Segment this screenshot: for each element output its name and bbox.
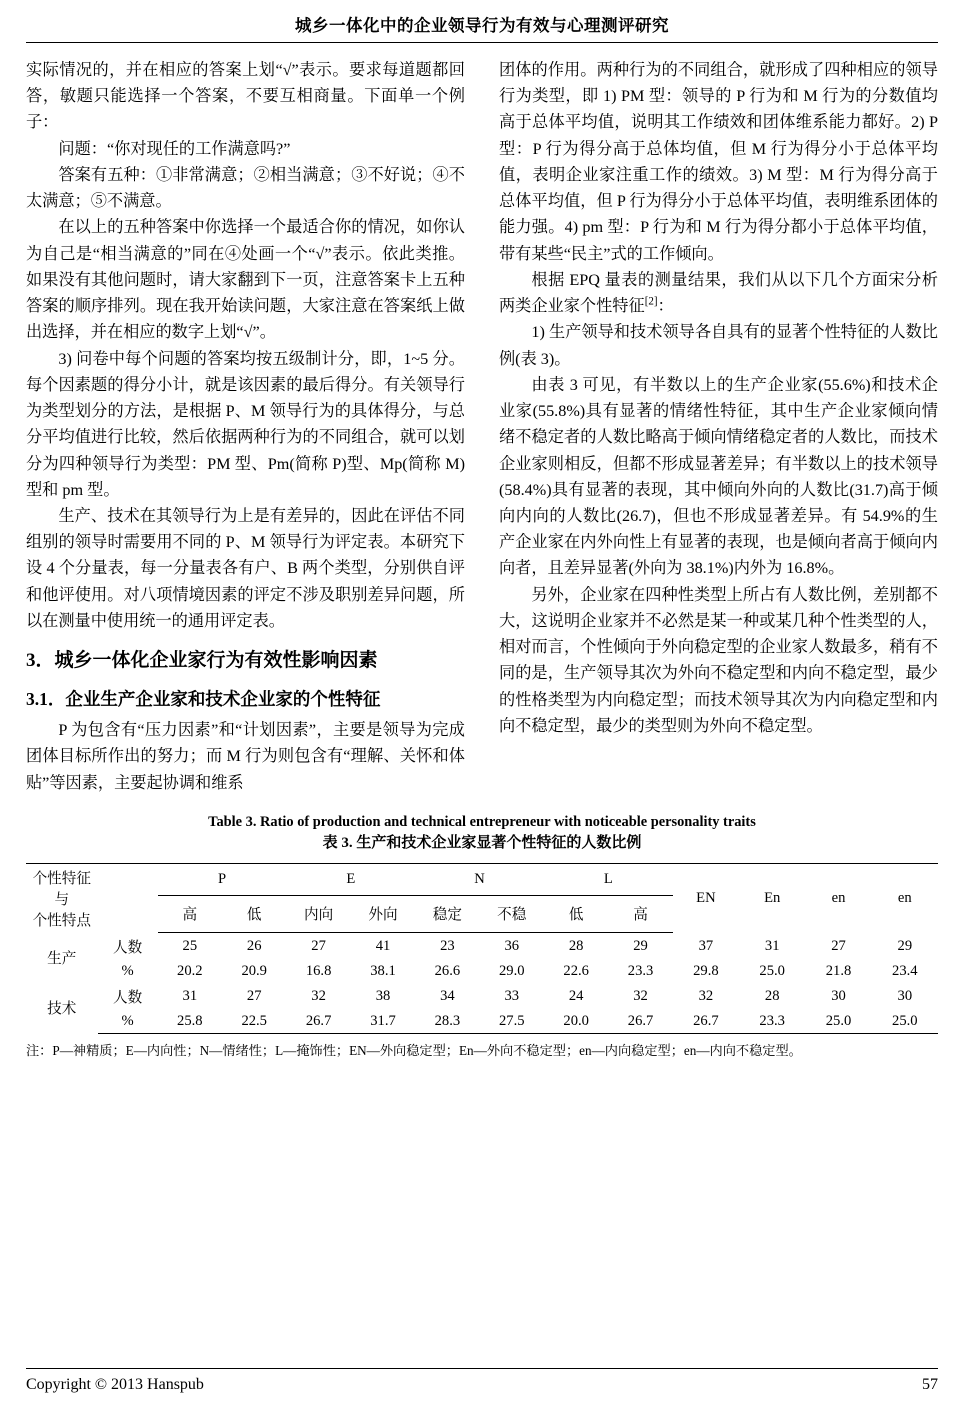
table-caption-chinese: 表 3. 生产和技术企业家显著个性特征的人数比例 [322, 834, 642, 851]
cell: 30 [831, 987, 846, 1004]
cell: 38.1 [370, 962, 396, 979]
cell: 33 [504, 987, 520, 1004]
column-header-en-introvert-unstable: en [872, 863, 938, 933]
personality-traits-table [26, 863, 938, 1034]
stub-header-line2: 个性特点 [32, 912, 91, 929]
cell: 25.0 [805, 1010, 871, 1034]
header-rule [26, 42, 938, 43]
cell: 27 [246, 987, 262, 1004]
cell: 25.0 [872, 1010, 938, 1034]
cell: 34 [440, 987, 455, 1004]
paragraph: 实际情况的，并在相应的答案上划“√”表示。要求每道题都回答，敏题只能选择一个答案，不要互相商量。下面单一个例子： [26, 61, 465, 132]
column-header-en-introvert-stable: en [805, 863, 871, 933]
cell: 28 [764, 987, 780, 1004]
cell: 26 [246, 937, 262, 954]
cell: 26.6 [434, 962, 461, 979]
column-header-en-unstable: En [739, 863, 805, 933]
cell: 41 [375, 937, 391, 954]
paragraph: P 为包含有“压力因素”和“计划因素”，主要是领导为完成团体目标所作出的努力；而 M 行为则包含有“理解、关怀和体贴”等因素，主要起协调和维系 [26, 721, 465, 792]
footer-rule [26, 1368, 938, 1369]
table-header-row-groups [26, 863, 938, 895]
cell: 25 [182, 937, 198, 954]
cell: 29.0 [499, 962, 525, 979]
paragraph-with-citation [499, 267, 938, 319]
row-label: % [121, 962, 134, 979]
subsection-heading: 3.1．企业生产企业家和技术企业家的个性特征 [26, 688, 381, 709]
group-header-e: E [286, 863, 415, 895]
sub-header: 外向 [351, 895, 415, 932]
table-row [26, 960, 938, 983]
cell: 26.7 [286, 1010, 350, 1034]
row-group-label: 生产 [47, 951, 77, 968]
cell: 28 [568, 937, 584, 954]
column-header-en-stable: EN [673, 863, 739, 933]
paragraph: 另外，企业家在四种性类型上所占有人数比例，差别都不大，这说明企业家并不必然是某一种或某几种个性类型的人，相对而言，个性倾向于外向稳定型的企业家人数最多，稍有不同的是，生产领导其次为外向不稳定型和内向不稳定型，最少的性格类型为内向稳定型；而技术领导其次为内向稳定型和内向不稳定型，最少的类型则为外向不稳定型。 [499, 585, 938, 735]
paragraph: 团体的作用。两种行为的不同组合，就形成了四种相应的领导行为类型，即 1) PM 型：领导的 P 行为和 M 行为的分数值均高于总体平均值，说明其工作绩效和团体维系能力都好。2) P 型：P 行为得分高于总体均值，但 M 行为得分小于总体平均值，表明企业家注重工作的绩效。3) M 型：M 行为得分高于总体平均值，但 P 行为得分小于总体平均值，表明维系团体的能力强。4) pm 型：P 行为和 M 行为得分都小于总体平均值，带有某些“民主”式的工作倾向。 [499, 61, 938, 263]
page-number: 57 [922, 1376, 938, 1393]
stub-header [26, 863, 98, 933]
cell: 30 [897, 987, 913, 1004]
group-header-p: P [158, 863, 287, 895]
cell: 29 [897, 937, 913, 954]
table-row [26, 983, 938, 1010]
row-label: 人数 [112, 939, 143, 956]
cell: 25.8 [158, 1010, 222, 1034]
cell: 23.4 [892, 962, 918, 979]
paragraph: 问题：“你对现任的工作满意吗?” [58, 139, 291, 158]
cell: 29.8 [693, 962, 719, 979]
row-label: % [98, 1010, 158, 1034]
cell: 25.0 [759, 962, 785, 979]
stub-header-line1: 个性特征与 [32, 870, 91, 908]
cell: 32 [633, 987, 648, 1004]
table-row [26, 933, 938, 960]
paragraph: 3) 问卷中每个问题的答案均按五级制计分，即，1~5 分。每个因素题的得分小计，就是该因素的最后得分。有关领导行为类型划分的方法，是根据 P、M 领导行为的具体得分，与总分平均值进行比较，然后依据两种行为的不同组合，就可以划分为四种领导行为类型：PM 型、Pm(简称 P)型、Mp(简称 M)型和 pm 型。 [26, 349, 465, 499]
sub-header: 内向 [286, 895, 350, 932]
sub-header: 低 [544, 895, 608, 932]
cell: 36 [504, 937, 520, 954]
paragraph-tail: ： [657, 297, 674, 316]
two-column-body [26, 57, 938, 796]
group-header-l: L [544, 863, 673, 895]
cell: 31.7 [351, 1010, 415, 1034]
cell: 22.6 [563, 962, 589, 979]
cell: 23.3 [627, 962, 654, 979]
cell: 16.8 [305, 962, 332, 979]
cell: 31 [764, 937, 780, 954]
row-group-label: 技术 [47, 1001, 77, 1018]
group-header-n: N [415, 863, 544, 895]
cell: 24 [568, 987, 584, 1004]
cell: 20.0 [544, 1010, 608, 1034]
cell: 31 [182, 987, 198, 1004]
cell: 37 [698, 937, 714, 954]
cell: 32 [698, 987, 714, 1004]
paragraph: 答案有五种：①非常满意；②相当满意；③不好说；④不太满意；⑤不满意。 [26, 165, 465, 211]
table-note: 注：P—神精质；E—内向性；N—情绪性；L—掩饰性；EN—外向稳定型；En—外向不稳定型；en—内向稳定型；en—内向不稳定型。 [26, 1042, 802, 1058]
cell: 38 [375, 987, 391, 1004]
table-row [26, 1010, 938, 1034]
paragraph: 生产、技术在其领导行为上是有差异的，因此在评估不同组别的领导时需要用不同的 P、M 领导行为评定表。本研究下设 4 个分量表，每一分量表各有户、B 两个类型，分别供自评和他评使用。对八项情境因素的评定不涉及职别差异问题，所以在测量中使用统一的通用评定表。 [26, 506, 465, 630]
spacer-cell [98, 863, 158, 933]
cell: 22.5 [222, 1010, 286, 1034]
copyright-text: Copyright © 2013 Hanspub [26, 1376, 204, 1393]
page-footer [26, 1376, 938, 1394]
left-column [26, 57, 465, 796]
table-block [26, 812, 938, 1060]
paragraph-text: 根据 EPQ 量表的测量结果，我们从以下几个方面宋分析两类企业家个性特征 [499, 270, 938, 316]
cell: 20.2 [177, 962, 203, 979]
cell: 29 [633, 937, 648, 954]
citation-marker: [2] [644, 295, 658, 308]
right-column [499, 57, 938, 739]
running-head: 城乡一体化中的企业领导行为有效与心理测评研究 [295, 16, 669, 35]
cell: 27 [831, 937, 846, 954]
sub-header: 稳定 [415, 895, 479, 932]
cell: 27 [311, 937, 326, 954]
cell: 23.3 [739, 1010, 805, 1034]
cell: 21.8 [825, 962, 852, 979]
paragraph: 在以上的五种答案中你选择一个最适合你的情况，如你认为自己是“相当满意的”同在④处画一个“√”表示。依此类推。如果没有其他问题时，请大家翻到下一页，注意答案卡上五种答案的顺序排列。现在我开始读问题，大家注意在答案纸上做出选择，并在相应的数字上划“√”。 [26, 218, 465, 342]
cell: 26.7 [673, 1010, 739, 1034]
section-heading: 3．城乡一体化企业家行为有效性影响因素 [26, 650, 378, 672]
cell: 27.5 [480, 1010, 544, 1034]
sub-header: 不稳 [480, 895, 544, 932]
sub-header: 低 [222, 895, 286, 932]
sub-header: 高 [608, 895, 672, 932]
cell: 23 [440, 937, 455, 954]
sub-header: 高 [158, 895, 222, 932]
cell: 26.7 [608, 1010, 672, 1034]
cell: 20.9 [241, 962, 267, 979]
row-label: 人数 [112, 989, 143, 1006]
paragraph: 1) 生产领导和技术领导各自具有的显著个性特征的人数比例(表 3)。 [499, 323, 938, 368]
paragraph: 由表 3 可见，有半数以上的生产企业家(55.6%)和技术企业家(55.8%)具有显著的情绪性特征，其中生产企业家倾向情绪不稳定者的人数比略高于倾向情绪稳定者的人数比，而技术企业家则相反，但都不形成显著差异；有半数以上的技术领导(58.4%)具有显著的表现，其中倾向外向的人数比(31.7)高于倾向内向的人数比(26.7)，但也不形成显著差异。有 54.9%的生产企业家在内外向性上有显著的表现，也是倾向者高于倾向内向者，且差异显著(外向为 38.1%)内外为 16.8%。 [499, 375, 938, 578]
table-caption-english: Table 3. Ratio of production and technical entrepreneur with noticeable personality traits [208, 813, 756, 830]
cell: 32 [311, 987, 326, 1004]
cell: 28.3 [415, 1010, 479, 1034]
